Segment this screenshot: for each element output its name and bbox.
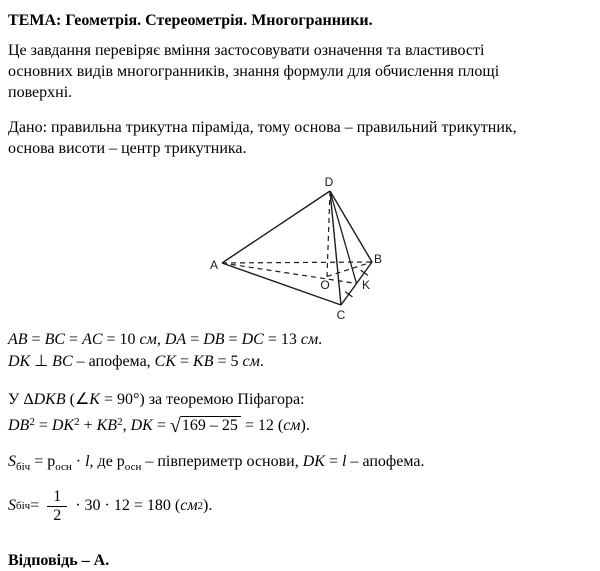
formula-part: DB <box>8 417 30 434</box>
formula-part: 2 <box>117 416 123 428</box>
formula-part: = <box>176 353 194 370</box>
formula-part: AB <box>8 331 28 348</box>
pyramid-diagram <box>205 167 395 325</box>
formula-pythagoras-intro <box>8 389 582 411</box>
formula-part: DK <box>8 353 31 370</box>
formula-part: DK <box>302 453 325 470</box>
formula-part: DA <box>164 331 187 348</box>
formula-part: осн <box>124 461 142 473</box>
intro-line-1: Це завдання перевіряє вміння застосовувати означення та властивості <box>8 42 485 59</box>
formula-part: · <box>71 453 86 470</box>
formula-part: = p <box>30 453 56 470</box>
formula-part: = <box>152 417 170 434</box>
point-label-o: O <box>320 278 330 292</box>
formula-part: , де p <box>89 453 125 470</box>
formula-part: DC <box>241 331 264 348</box>
formula-part: l <box>342 453 347 470</box>
formula-part: 2 <box>74 416 80 428</box>
formula-part: см <box>242 353 260 370</box>
formula-part: S <box>8 497 16 514</box>
formula-area-calc <box>8 486 582 526</box>
formula-part: = <box>34 417 52 434</box>
formula-part: . <box>259 353 264 370</box>
formula-part: – апофема, <box>72 353 155 370</box>
pyramid-edge-da <box>222 191 330 263</box>
formula-part: S <box>8 453 16 470</box>
answer-text: Відповідь – А. <box>8 552 110 569</box>
formula-part: . <box>318 331 323 348</box>
formula-part: K <box>89 391 100 408</box>
formula-part: · 30 · 12 = 180 ( <box>75 497 181 514</box>
formula-part: = 13 <box>263 331 301 348</box>
formula-part: = 10 <box>102 331 140 348</box>
intro-line-3: поверхні. <box>8 84 73 101</box>
formula-part: BC <box>44 331 66 348</box>
pyramid-segment-ob <box>327 262 372 277</box>
formula-part: У Δ <box>8 391 34 408</box>
formula-part: DK <box>51 417 75 434</box>
formula-apothem <box>8 351 582 373</box>
point-label-k: K <box>361 278 371 292</box>
formula-part: = <box>324 453 342 470</box>
pyramid-edge-ab-hidden <box>222 262 372 263</box>
formula-part: BC <box>52 353 73 370</box>
formula-part: = <box>224 331 242 348</box>
formula-part: – півпериметр основи, <box>141 453 303 470</box>
formula-part: см <box>180 497 198 514</box>
pyramid-height-do <box>327 191 330 277</box>
formula-part: см <box>139 331 157 348</box>
formula-part: ). <box>203 497 213 514</box>
formula-part: (∠ <box>65 391 90 408</box>
formula-part: + <box>79 417 97 434</box>
formula-sides <box>8 329 582 351</box>
formula-part: см <box>283 417 301 434</box>
formula-part: = 5 <box>213 353 243 370</box>
formula-part: = 90°) за теоремою Піфагора: <box>99 391 305 408</box>
formula-part: $\frac{1}{2}$ <box>47 488 67 525</box>
pyramid-figure <box>8 167 582 325</box>
formula-part: = <box>65 331 83 348</box>
vertex-label-a: A <box>209 258 219 272</box>
page-title: ТЕМА: Геометрія. Стереометрія. Многогранники. <box>8 12 373 29</box>
intro-line-2: основних видів многогранників, знання формули для обчислення площі <box>8 63 500 80</box>
formula-part: , <box>156 331 165 348</box>
formula-part: DKB <box>33 391 66 408</box>
formula-part: ). <box>300 417 310 434</box>
formula-part: осн <box>55 461 72 473</box>
formula-part: см <box>300 331 319 348</box>
formula-part: = <box>27 331 45 348</box>
vertex-label-d: D <box>324 175 334 189</box>
given-line-2: основа висоти – центр трикутника. <box>8 140 247 157</box>
formula-part: CK <box>154 353 177 370</box>
formula-part: KB <box>193 353 214 370</box>
tick-ck <box>345 292 352 297</box>
formula-part: біч <box>16 500 31 512</box>
formula-part: DK <box>130 417 153 434</box>
formula-part: 2 <box>197 500 204 512</box>
formula-part: DB <box>203 331 225 348</box>
formula-part: = <box>30 497 40 514</box>
formula-pythagoras <box>8 411 582 437</box>
formula-part: 2 <box>29 416 35 428</box>
formula-part: √169 – 25 <box>170 417 241 434</box>
intro-paragraph <box>8 40 582 103</box>
formula-part: = 12 ( <box>240 417 284 434</box>
formula-part: AC <box>82 331 103 348</box>
formula-part: ⊥ <box>30 353 53 370</box>
tick-kb <box>361 270 368 275</box>
formula-part: біч <box>16 461 31 473</box>
formula-part: – апофема. <box>346 453 425 470</box>
formula-part: l <box>85 453 90 470</box>
formula-part: = <box>186 331 204 348</box>
vertex-label-b: B <box>373 252 383 266</box>
formula-part: , <box>122 417 131 434</box>
vertex-label-c: C <box>336 308 346 322</box>
given-paragraph <box>8 117 582 159</box>
given-line-1: Дано: правильна трикутна піраміда, тому основа – правильний трикутник, <box>8 119 517 136</box>
formula-part: KB <box>96 417 118 434</box>
formula-area <box>8 451 582 478</box>
